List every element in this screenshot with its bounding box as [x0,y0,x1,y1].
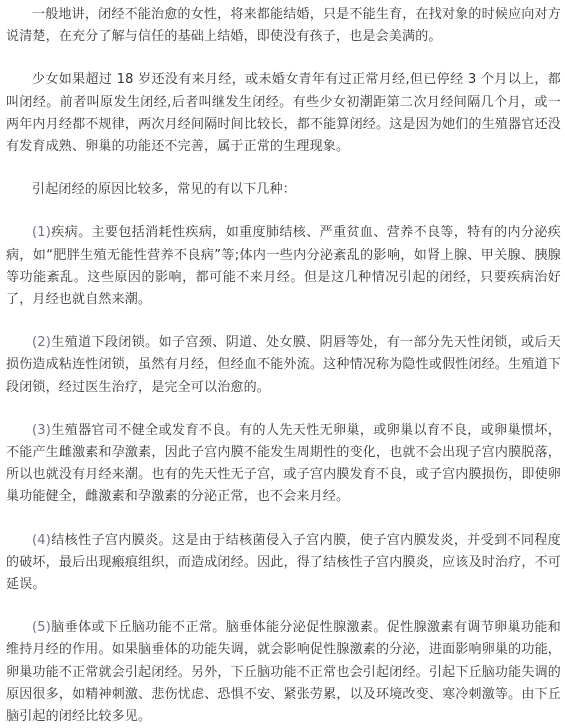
paragraph-intro [6,4,561,48]
paragraph-text: 疾病。主要包括消耗性疾病，如重度肺结核、严重贫血、营养不良等，特有的内分泌疾病，如“肥胖生殖无能性营养不良病”等;体内一些内分泌紊乱的影响，如肾上腺、甲关腺、胰腺等功能紊乱。这些原因的影响，都可能不来月经。但是这几种情况引起的闭经，只要疾病治好了，月经也就自然来潮。 [6,225,561,308]
paragraph-text: 结核性子宫内膜炎。这是由于结核菌侵入子宫内膜，使子宫内膜发炎，并受到不同程度的破坏，最后出现瘢痕组织，而造成闭经。因此，得了结核性子宫内膜炎，应该及时治疗，不可延误。 [6,532,561,593]
paragraph-cause-1 [6,222,561,311]
paragraph-cause-2 [6,332,561,399]
paragraph-definition [6,69,561,158]
item-number: (5) [32,620,52,636]
paragraph-text: 脑垂体或下丘脑功能不正常。脑垂体能分泌促性腺激素。促性腺激素有调节卵巢功能和维持月经的作用。如果脑垂体的功能失调，就会影响促性腺激素的分泌，进面影响卵巢的功能，卵巢功能不正常就会引起闭经。另外，下丘脑功能不正常也会引起闭经。引起下丘脑功能失调的原因很多，如精神刺激、悲伤忧虑、恐惧不安、紧张劳累，以及环境改变、寒冷刺激等。由下丘脑引起的闭经比较多见。 [6,620,561,725]
paragraph-cause-5 [6,617,561,728]
item-number: (3) [32,422,52,438]
paragraph-cause-4 [6,530,561,597]
paragraph-text: 生殖道下段闭锁。如子宫颈、阴道、处女膜、阴唇等处，有一部分先天性闭锁，或后天损伤造成粘连性闭锁，虽然有月经，但经血不能外流。这种情况称为隐性或假性闭经。生殖道下段闭锁，经过医生治疗，是完全可以治愈的。 [6,335,561,395]
paragraph-text: 生殖器官司不健全或发育不良。有的人先天性无卵巢，或卵巢以育不良，或卵巢惯坏，不能产生雌激素和孕激素，因此子宫内膜不能发生周期性的变化，也就不会出现子宫内膜脱落，所以也就没有月经来潮。也有的先天性无子宫，或子宫内膜发育不良，或子宫内膜损伤，即使卵巢功能健全，雌激素和孕激素的分泌正常，也不会来月经。 [6,422,561,505]
paragraph-text: 引起闭经的原因比较多，常见的有以下几种： [32,182,297,198]
paragraph-text: 一般地讲，闭经不能治愈的女性，将来都能结婚，只是不能生育，在找对象的时候应向对方说清楚，在充分了解与信任的基础上结婚，即使没有孩子，也是会美满的。 [6,7,561,45]
item-number: (2) [32,335,52,351]
paragraph-causes-intro [6,179,561,201]
item-number: (1) [32,225,52,241]
item-number: (4) [32,532,52,548]
paragraph-cause-3 [6,420,561,509]
paragraph-text: 少女如果超过 18 岁还没有来月经，或未婚女青年有过正常月经,但已停经 3 个月以上，都叫闭经。前者叫原发生闭经,后者叫继发生闭经。有些少女初潮距第二次月经间隔几个月，或一两年内月经都不规律，两次月经间隔时间比较长，都不能算闭经。这是因为她们的生殖器官还没有发育成熟、卵巢的功能还不完善，属于正常的生理现象。 [6,72,561,155]
